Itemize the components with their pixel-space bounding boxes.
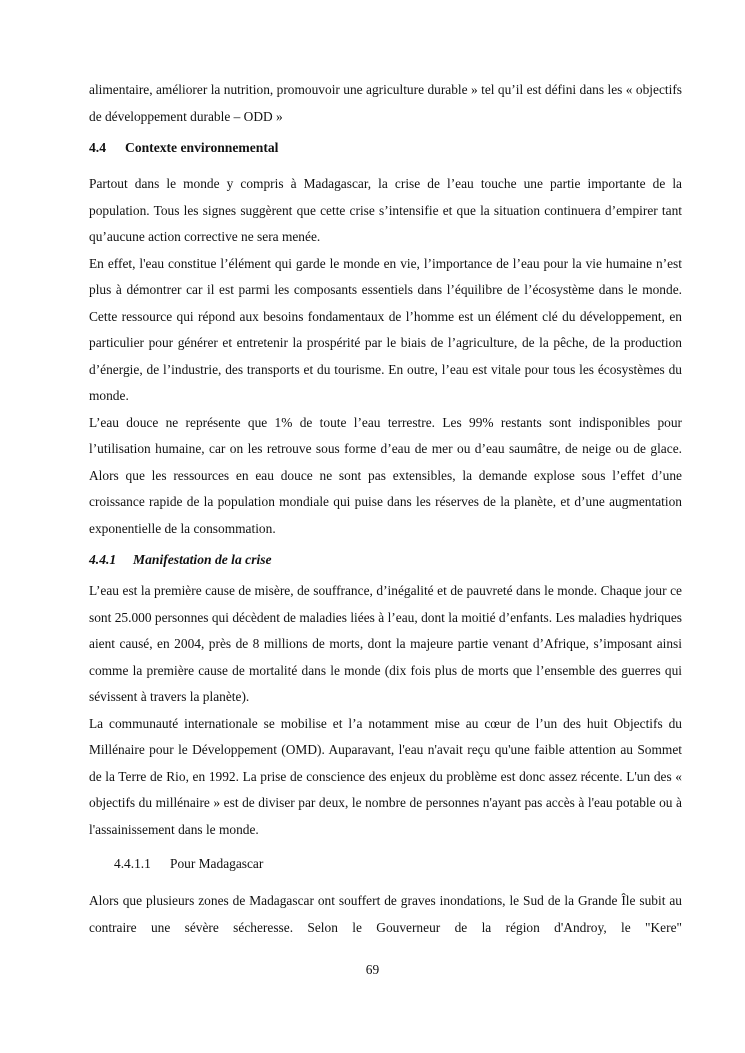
paragraph-madagascar: Alors que plusieurs zones de Madagascar ont souffert de graves inondations, le Sud de la Grande Île subit au contraire une sévère sécheresse. Selon le Gouverneur de la région d'Androy, le "Kere" [89, 893, 682, 935]
heading-number: 4.4.1 [89, 552, 117, 567]
heading-section-4-4-1 [89, 547, 682, 573]
paragraph-crise-eau: Partout dans le monde y compris à Madagascar, la crise de l’eau touche une partie importante de la population. Tous les signes suggèrent que cette crise s’intensifie et que la situation continuera d’empirer tant qu’aucune action corrective ne sera menée. [89, 176, 682, 244]
page-body [89, 77, 682, 941]
heading-number: 4.4.1.1 [114, 856, 151, 871]
heading-title: Manifestation de la crise [133, 552, 272, 567]
heading-title: Contexte environnemental [125, 140, 279, 155]
paragraph-importance-eau: En effet, l'eau constitue l’élément qui garde le monde en vie, l’importance de l’eau pour la vie humaine n’est plus à démontrer car il est parmi les composants essentiels dans l’équilibre de l’écosystème dans le monde. Cette ressource qui répond aux besoins fondamentaux de l’homme est un élément clé du développement, en particulier pour générer et entretenir la prospérité par le biais de l’agriculture, de la pêche, de la production d’énergie, de l’industrie, des transports et du tourisme. En outre, l’eau est vitale pour tous les écosystèmes du monde. [89, 255, 682, 403]
paragraph-communaute-internationale: La communauté internationale se mobilise et l’a notamment mise au cœur de l’un des huit Objectifs du Millénaire pour le Développement (OMD). Auparavant, l'eau n'avait reçu qu'une faible attention au Sommet de la Terre de Rio, en 1992. La prise de conscience des enjeux du problème est donc assez récente. L'un des « objectifs du millénaire » est de diviser par deux, le nombre de personnes n'ayant pas accès à l'eau potable ou à l'assainissement dans le monde. [89, 715, 682, 837]
heading-section-4-4-1-1 [89, 851, 682, 877]
heading-title: Pour Madagascar [170, 856, 264, 871]
page-number: 69 [365, 962, 380, 977]
heading-number: 4.4 [89, 140, 106, 155]
heading-section-4-4 [89, 135, 682, 161]
paragraph-intro: alimentaire, améliorer la nutrition, promouvoir une agriculture durable » tel qu’il est défini dans les « objectifs de développement durable – ODD » [89, 82, 682, 124]
paragraph-cause-misere: L’eau est la première cause de misère, de souffrance, d’inégalité et de pauvreté dans le monde. Chaque jour ce sont 25.000 personnes qui décèdent de maladies liées à l’eau, dont la moitié d’enfants. Les maladies hydriques aient causé, en 2004, près de 8 millions de morts, dont la majeure partie venant d’Afrique, s’imposant ainsi comme la première cause de mortalité dans le monde (dix fois plus de morts que l’ensemble des guerres qui sévissent à travers la planète). [89, 583, 682, 704]
paragraph-eau-douce: L’eau douce ne représente que 1% de toute l’eau terrestre. Les 99% restants sont indisponibles pour l’utilisation humaine, car on les retrouve sous forme d’eau de mer ou d’eau saumâtre, de neige ou de glace. Alors que les ressources en eau douce ne sont pas extensibles, la demande explose sous l’effet d’une croissance rapide de la population mondiale qui puise dans les réserves de la planète, et d’une augmentation exponentielle de la consommation. [89, 414, 682, 536]
